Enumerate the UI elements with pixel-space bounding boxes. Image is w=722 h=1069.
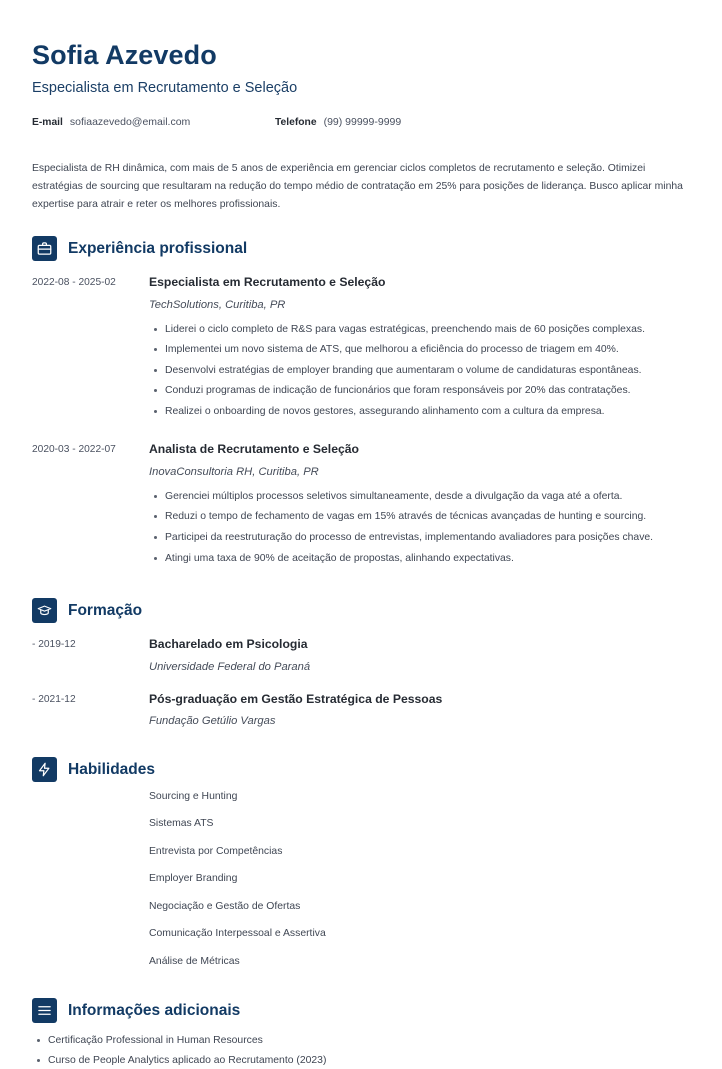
education-entry-dates: - 2019-12 [32,639,76,651]
section-education-header [32,598,690,623]
education-entry [32,692,690,729]
contact-phone [275,116,401,128]
education-entry-body [149,692,690,729]
candidate-headline: Especialista em Recrutamento e Seleção [32,80,298,97]
contact-phone-label: Telefone [275,117,317,129]
section-skills-title: Habilidades [68,760,155,778]
additional-info-list [32,1033,690,1068]
bullet-item: Liderei o ciclo completo de R&S para vagas estratégicas, preenchendo mais de 60 posições complexas. [165,322,690,337]
bullet-item: Gerenciei múltiplos processos seletivos simultaneamente, desde a divulgação da vaga até a oferta. [165,489,690,504]
education-entry-degree: Pós-graduação em Gestão Estratégica de Pessoas [149,691,443,706]
bullet-item: Atingi uma taxa de 90% de aceitação de propostas, alinhando expectativas. [165,551,690,566]
education-entry-degree: Bacharelado em Psicologia [149,637,308,652]
skill-item: Sourcing e Hunting [149,791,238,802]
lightning-bolt-icon [32,757,57,782]
section-additional-info [32,998,690,1068]
section-experience [32,236,690,571]
list-lines-icon [32,998,57,1023]
list-item: Curso de People Analytics aplicado ao Recrutamento (2023) [48,1053,690,1068]
skills-list [32,791,690,968]
bullet-item: Realizei o onboarding de novos gestores, assegurando alinhamento com a cultura da empresa. [165,404,690,419]
briefcase-icon [32,236,57,261]
section-experience-header [32,236,690,261]
experience-entry-dates: 2020-03 - 2022-07 [32,444,116,456]
education-entry-body [149,637,690,674]
section-additional-info-title: Informações adicionais [68,1002,241,1020]
bullet-item: Conduzi programas de indicação de funcionários que foram responsáveis por 20% das contratações. [165,383,690,398]
section-experience-title: Experiência profissional [68,239,248,257]
bullet-item: Reduzi o tempo de fechamento de vagas em 15% através de técnicas avançadas de hunting e sourcing. [165,509,690,524]
experience-entry-title: Especialista em Recrutamento e Seleção [149,275,386,290]
graduation-cap-icon [32,598,57,623]
skill-item: Análise de Métricas [149,955,240,967]
section-skills-header [32,757,690,782]
skill-item: Negociação e Gestão de Ofertas [149,900,301,912]
bullet-item: Participei da reestruturação do processo de entrevistas, implementando avaliadores para posições chave. [165,530,690,545]
section-additional-info-header [32,998,690,1023]
experience-entry [32,442,690,571]
candidate-name: Sofia Azevedo [32,40,217,70]
experience-entry-body [149,275,690,424]
bullet-item: Implementei um novo sistema de ATS, que melhorou a eficiência do processo de triagem em 40%. [165,342,690,357]
resume-header [32,40,690,128]
education-entry-institution: Universidade Federal do Paraná [149,661,311,674]
experience-entry-body [149,442,690,571]
contact-row [32,116,690,128]
education-entry-institution: Fundação Getúlio Vargas [149,715,276,728]
experience-entry-title: Analista de Recrutamento e Seleção [149,442,359,457]
experience-entry-company: InovaConsultoria RH, Curitiba, PR [149,466,319,479]
section-skills [32,757,690,968]
skill-item: Comunicação Interpessoal e Assertiva [149,928,326,940]
skill-item: Sistemas ATS [149,818,214,830]
list-item: Certificação Professional in Human Resources [48,1033,690,1048]
skill-item: Employer Branding [149,873,238,885]
section-education [32,598,690,729]
contact-phone-value[interactable]: (99) 99999-9999 [323,116,402,129]
education-entry-dates: - 2021-12 [32,693,76,705]
contact-email [32,116,275,128]
experience-entry-bullets [149,322,690,419]
contact-email-label: E-mail [32,117,63,129]
experience-entry-dates: 2022-08 - 2025-02 [32,277,116,289]
experience-entry-bullets [149,489,690,566]
section-education-title: Formação [68,601,143,619]
contact-email-value[interactable]: sofiaazevedo@email.com [69,116,191,129]
education-entry [32,637,690,674]
experience-entry [32,275,690,424]
skill-item: Entrevista por Competências [149,845,283,857]
bullet-item: Desenvolvi estratégias de employer branding que aumentaram o volume de candidaturas espontâneas. [165,363,690,378]
professional-summary: Especialista de RH dinâmica, com mais de 5 anos de experiência em gerenciar ciclos completos de recrutamento e seleção. Otimizei estratégias de sourcing que resultaram na redução do tempo médio de contratação em 25% para posições de liderança. Busco aplicar minha expertise para atrair e reter os melhores profissionais. [32,163,683,211]
experience-entry-company: TechSolutions, Curitiba, PR [149,298,286,311]
